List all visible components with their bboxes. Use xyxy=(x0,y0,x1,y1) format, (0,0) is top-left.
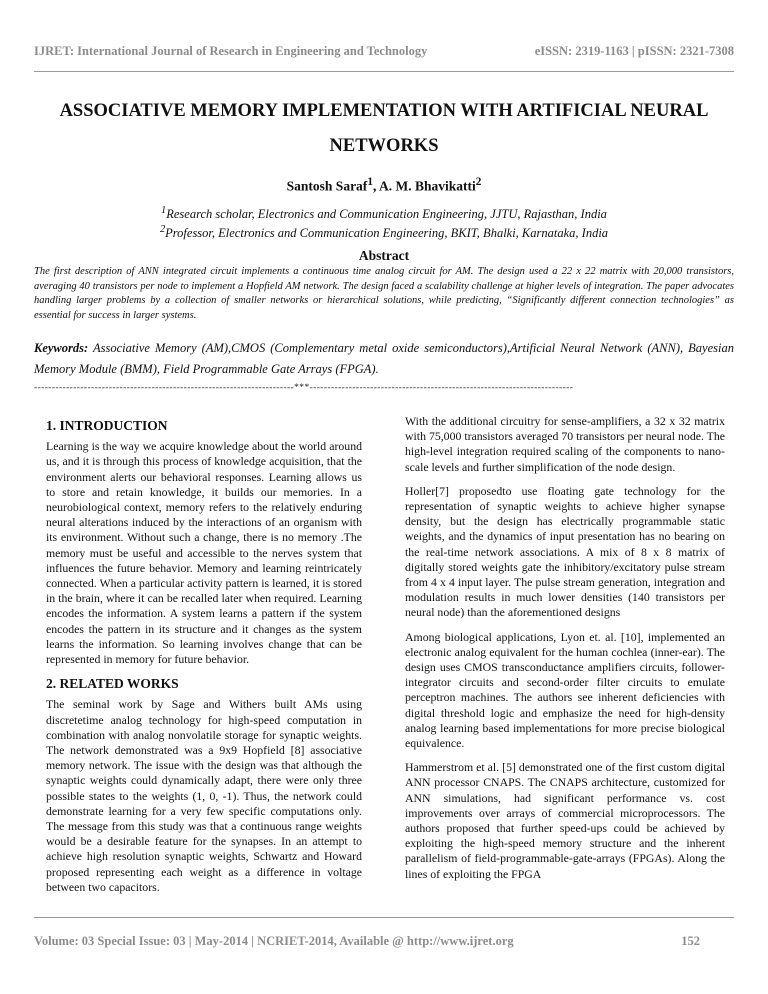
affiliation-1 xyxy=(0,203,768,222)
keywords-label: Keywords: xyxy=(34,341,89,355)
author-line xyxy=(0,176,768,195)
left-column xyxy=(46,414,362,904)
abstract-heading: Abstract xyxy=(358,248,410,263)
abstract-text: The first description of ANN integrated circuit implements a continuous time analog circuit for AM. The design used a 22 x 22 matrix with 20,000 transistors, averaging 40 transistors per node to implement a Hopfield AM network. The design faced a scalability challenge at higher levels of integration. The paper advocates handling larger problems by a collection of smaller networks or hierarchical solutions, while predicting, “Significantly different connection technologies” as essential for success in larger systems. xyxy=(34,266,734,321)
running-header xyxy=(34,44,734,64)
issn-numbers: eISSN: 2319-1163 | pISSN: 2321-7308 xyxy=(534,44,734,58)
author-1: Santosh Saraf xyxy=(286,178,368,194)
footer-rule xyxy=(34,917,734,918)
footer-citation: Volume: 03 Special Issue: 03 | May-2014 | NCRIET-2014, Available @ http://www.ijret.org xyxy=(34,934,514,948)
right-paragraph-1: With the additional circuitry for sense-amplifiers, a 32 x 32 matrix with 75,000 transistors averaged 70 transistors per neural node. The high-level integration required scaling of the components to nano-scale levels and further simplification of the node design. xyxy=(405,414,725,474)
affiliation-1-sup: 1 xyxy=(161,205,167,216)
introduction-paragraph: Learning is the way we acquire knowledge about the world around us, and it is through this process of knowledge acquisition, that the environment alerts our behavioral responses. Learning allows us to store and retain knowledge, it builds our memories. In a neurobiological context, memory refers to the relatively enduring neural alterations induced by the interactions of an organism with its environment. Without such a change, there is no memory .The memory must be useful and accessible to the nerves system that influences the future behavior. Memory and learning reintricately connected. When a particular activity pattern is learned, it is stored in the brain, where it can be recalled later when required. Learning encodes the information. A system learns a pattern if the system encodes the pattern in its structure and it changes as the system learns the information. So learning involves change that can be represented in memory for future behavior. xyxy=(46,439,362,667)
right-paragraph-3: Among biological applications, Lyon et. al. [10], implemented an electronic analog equivalent for the human cochlea (inner-ear). The design uses CMOS transconductance amplifiers circuits, follower-integrator circuits and second-order filter circuits to emulate perceptron machines. The authors see inherent deficiencies with digital threshold logic and emphasize the need for high-density analog learning based implementations for more precise biological equivalence. xyxy=(405,629,725,751)
author-separator: , xyxy=(372,178,379,194)
keywords-text: Associative Memory (AM),CMOS (Complementary metal oxide semiconductors),Artificial Neural Network (ANN), Bayesian Memory Module (BMM), Field Programmable Gate Arrays (FPGA). xyxy=(34,341,734,376)
author-2-sup: 2 xyxy=(475,176,482,188)
right-paragraph-2: Holler[7] proposedto use floating gate technology for the representation of synaptic weights to achieve higher synapse density, but the design has electrically programmable static weights, and the dynamics of input presentation has no bearing on the real-time network associations. A mix of 8 x 8 matrix of digitally stored weights gate the inhibitory/excitatory pulse stream from 4 x 4 input layer. The pulse stream generation, integration and modulation results in much lower densities (140 transistors per neural node) than the aforementioned designs xyxy=(405,483,725,620)
affiliation-2-text: Professor, Electronics and Communication Engineering, BKIT, Bhalki, Karnataka, India xyxy=(165,226,609,241)
section-separator: -------------------------------------------------------------------------***-------------------------------------------------------------------------- xyxy=(34,383,574,393)
author-2: A. M. Bhavikatti xyxy=(378,178,476,194)
right-paragraph-4: Hammerstrom et al. [5] demonstrated one of the first custom digital ANN processor CNAPS. The CNAPS architecture, customized for ANN simulations, had significant performance vs. cost improvements over arrays of commercial microprocessors. The authors proposed that further speed-ups could be achieved by exploiting the high-speed memory structure and the inherent parallelism of field-programmable-gate-arrays (FPGAs). Along the lines of exploiting the FPGA xyxy=(405,760,725,881)
right-column xyxy=(405,414,725,891)
related-works-heading: 2. RELATED WORKS xyxy=(46,676,179,692)
header-rule xyxy=(34,71,734,72)
introduction-heading: 1. INTRODUCTION xyxy=(46,418,168,433)
affiliation-2 xyxy=(0,222,768,241)
keywords xyxy=(34,338,734,380)
running-footer xyxy=(34,934,734,949)
author-1-sup: 1 xyxy=(367,176,373,188)
affiliation-2-sup: 2 xyxy=(159,224,166,236)
affiliation-1-text: Research scholar, Electronics and Communication Engineering, JJTU, Rajasthan, India xyxy=(166,207,607,222)
journal-name: IJRET: International Journal of Research in Engineering and Technology xyxy=(34,44,428,58)
page-number: 152 xyxy=(681,934,700,948)
related-works-paragraph: The seminal work by Sage and Withers built AMs using discretetime analog technology for high-speed computation in combination with analog nonvolatile storage for synaptic weights. The network demonstrated was a 9x9 Hopfield [8] associative memory network. The issue with the design was that although the synaptic weights could dynamically adapt, there were only three possible states to the weights (1, 0, -1). Thus, the network could demonstrate learning for a very few specific computations only. The message from this study was that a continuous range weights would be a desirable feature for the synapses. In an attempt to achieve high resolution synaptic weights, Schwartz and Howard proposed representing each weight as a difference in voltage between two capacitors. xyxy=(46,697,362,894)
affiliations xyxy=(0,203,768,241)
paper-title: ASSOCIATIVE MEMORY IMPLEMENTATION WITH ARTIFICIAL NEURAL NETWORKS xyxy=(59,101,709,156)
